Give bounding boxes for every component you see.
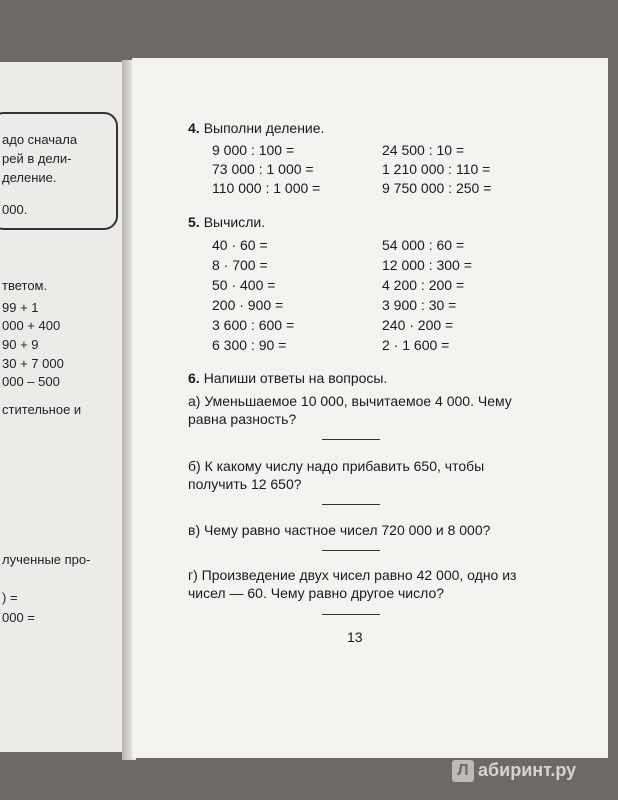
expression: 110 000 : 1 000 =: [212, 180, 321, 196]
left-line: 99 + 1: [2, 300, 39, 315]
question-d: г) Произведение двух чисел равно 42 000, одно из чисел — 60. Чему равно другое число?: [188, 567, 517, 601]
left-line: деление.: [2, 170, 57, 185]
left-line: стительное и: [2, 402, 82, 417]
watermark-text: абиринт.ру: [478, 760, 577, 780]
expression: 40 · 60 =: [212, 237, 268, 253]
expression: 12 000 : 300 =: [382, 257, 472, 273]
exercise-5-title: [188, 214, 265, 230]
left-line: 000 + 400: [2, 318, 61, 333]
expression: 73 000 : 1 000 =: [212, 161, 314, 177]
expression: 3 600 : 600 =: [212, 317, 295, 333]
expression: 9 000 : 100 =: [212, 142, 295, 158]
expression: 50 · 400 =: [212, 277, 276, 293]
labirint-logo-icon: Л: [452, 760, 474, 782]
left-line: рей в дели-: [2, 151, 72, 166]
left-line: 000 =: [2, 610, 35, 625]
expression: 240 · 200 =: [382, 317, 454, 333]
left-page: [0, 62, 128, 752]
left-line: ) =: [2, 590, 18, 605]
question-a: а) Уменьшаемое 10 000, вычитаемое 4 000. Чему равна разность?: [188, 393, 512, 427]
exercise-instruction: Выполни деление.: [203, 120, 325, 136]
expression: 9 750 000 : 250 =: [382, 180, 492, 196]
exercise-4-title: [188, 120, 324, 136]
left-line: адо сначала: [2, 132, 78, 147]
question-c: в) Чему равно частное чисел 720 000 и 8 000?: [188, 522, 491, 538]
left-line: 90 + 9: [2, 337, 39, 352]
expression: 200 · 900 =: [212, 297, 284, 313]
left-line: 000 – 500: [2, 374, 60, 389]
answer-line: [322, 439, 380, 440]
left-line: тветом.: [2, 278, 48, 293]
expression: 54 000 : 60 =: [382, 237, 465, 253]
exercise-instruction: Вычисли.: [203, 214, 266, 230]
page-number: 13: [347, 629, 363, 645]
exercise-number: 4.: [188, 120, 200, 136]
answer-line: [322, 504, 380, 505]
answer-line: [322, 614, 380, 615]
exercise-number: 5.: [188, 214, 200, 230]
exercise-number: 6.: [188, 370, 200, 386]
expression: 6 300 : 90 =: [212, 337, 287, 353]
expression: 24 500 : 10 =: [382, 142, 465, 158]
right-page: [132, 58, 608, 758]
expression: 2 · 1 600 =: [382, 337, 450, 353]
answer-line: [322, 550, 380, 551]
expression: 3 900 : 30 =: [382, 297, 457, 313]
left-line: 000.: [2, 202, 28, 217]
expression: 8 · 700 =: [212, 257, 268, 273]
question-b: б) К какому числу надо прибавить 650, чтобы получить 12 650?: [188, 458, 485, 492]
exercise-instruction: Напиши ответы на вопросы.: [203, 370, 388, 386]
left-line: лученные про-: [2, 552, 91, 567]
expression: 4 200 : 200 =: [382, 277, 465, 293]
expression: 1 210 000 : 110 =: [382, 161, 491, 177]
left-line: 30 + 7 000: [2, 356, 64, 371]
exercise-6-title: [188, 370, 387, 386]
